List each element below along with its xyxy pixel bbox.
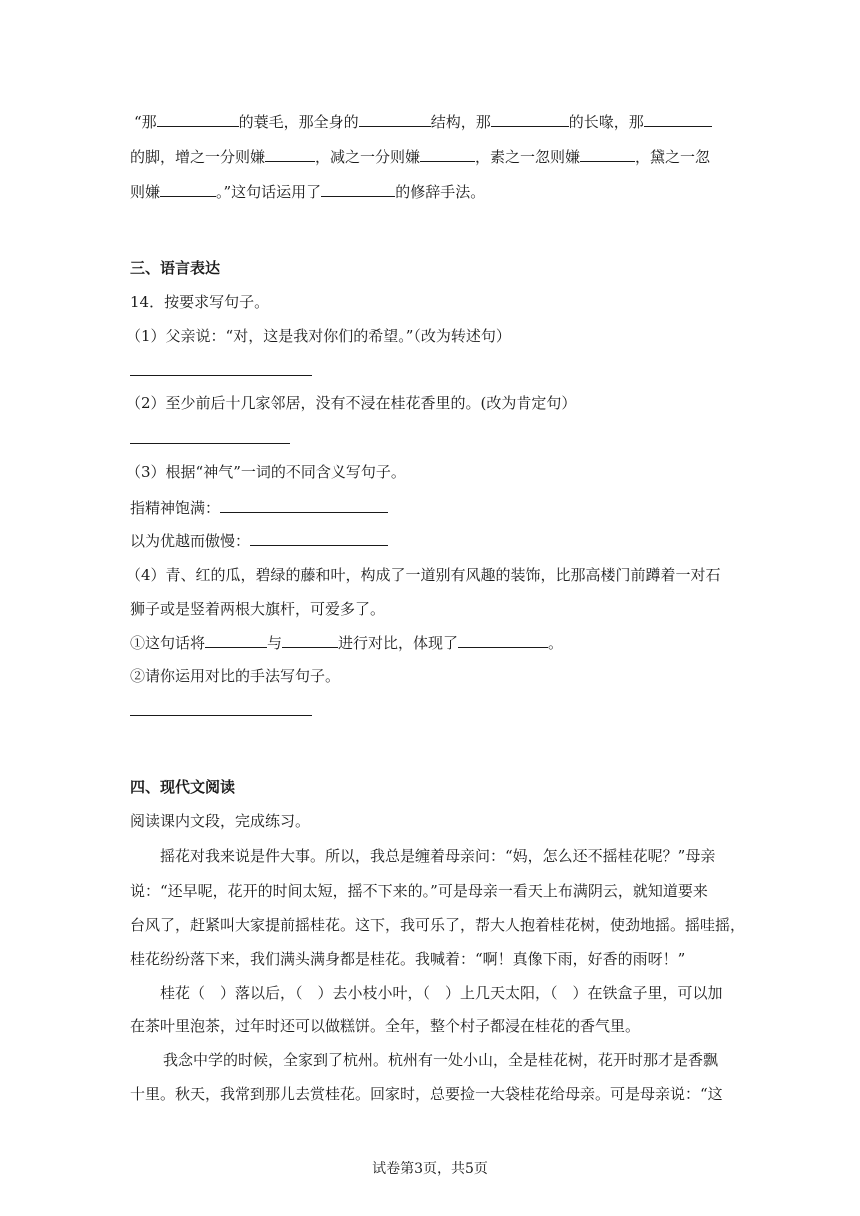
answer-blank[interactable] [157,111,239,127]
sub-question-3a [130,497,388,518]
poem-text: 则嫌 [130,183,161,201]
page-footer: 试卷第3页，共5页 [372,1161,488,1177]
answer-blank[interactable] [220,497,388,513]
passage-line: 我念中学的时候，全家到了杭州。杭州有一处小山，全是桂花树，花开时那才是香飘 [163,1051,719,1069]
answer-blank[interactable] [321,181,395,197]
poem-text: 的脚，增之一分则嫌 [130,148,266,166]
answer-blank[interactable] [580,146,635,162]
answer-blank[interactable] [205,632,267,648]
passage-line: 摇花对我来说是件大事。所以，我总是缠着母亲问：“妈，怎么还不摇桂花呢？”母亲 [160,847,716,865]
answer-blank[interactable] [644,111,712,127]
answer-blank[interactable] [491,111,569,127]
answer-line[interactable] [130,715,312,716]
answer-blank[interactable] [420,146,475,162]
poem-text: ，黛之一忽 [635,148,711,166]
poem-text: 的修辞手法。 [395,183,486,201]
poem-text: 的蓑毛，那全身的 [238,113,359,131]
passage-line: 十里。秋天，我常到那儿去赏桂花。回家时，总要捡一大袋桂花给母亲。可是母亲说：“这 [130,1085,723,1103]
question-14: 14．按要求写句子。 [130,293,270,311]
answer-blank[interactable] [265,146,315,162]
prompt-text: 。 [548,634,564,652]
poem-line-3 [130,181,485,202]
prompt-text: 进行对比，体现了 [338,634,459,652]
section-title: 三、语言表达 [130,259,221,277]
sub-question-4-part1 [130,632,563,653]
reading-instruction: 阅读课内文段，完成练习。 [130,812,311,830]
answer-blank[interactable] [458,632,548,648]
answer-blank[interactable] [250,530,388,546]
poem-text: “那 [134,113,157,131]
passage-line: 桂花纷纷落下来，我们满头满身都是桂花。我喊着：“啊！真像下雨，好香的雨呀！” [130,950,686,968]
passage-line: 说：“还早呢，花开的时间太短，摇不下来的。”可是母亲一看天上布满阴云，就知道要来 [130,882,708,900]
passage-line: 桂花（ ）落以后，（ ）去小枝小叶，（ ）上几天太阳，（ ）在铁盒子里，可以加 [160,984,723,1002]
answer-line[interactable] [130,375,312,376]
poem-text: 结构，那 [430,113,491,131]
sub-question-3: （3）根据“神气”一词的不同含义写句子。 [126,463,406,481]
sub-question-2: （2）至少前后十几家邻居，没有不浸在桂花香里的。(改为肯定句） [126,394,577,412]
passage-line: 台风了，赶紧叫大家提前摇桂花。这下，我可乐了，帮大人抱着桂花树，使劲地摇。摇哇摇， [130,916,746,934]
answer-blank[interactable] [282,632,338,648]
poem-line-2 [130,146,710,167]
poem-text: ，减之一分则嫌 [315,148,421,166]
answer-blank[interactable] [359,111,431,127]
sub-question-3b [130,530,388,551]
passage-line: 在茶叶里泡茶，过年时还可以做糕饼。全年，整个村子都浸在桂花的香气里。 [130,1017,641,1035]
section-title: 四、现代文阅读 [130,778,236,796]
poem-text: 的长喙，那 [568,113,644,131]
sub-question-4-line1: （4）青、红的瓜，碧绿的藤和叶，构成了一道别有风趣的装饰，比那高楼门前蹲着一对石 [126,566,721,584]
sub-question-4-line2: 狮子或是竖着两根大旗杆，可爱多了。 [130,600,386,618]
prompt-text: ①这句话将 [130,634,206,652]
poem-text: 。”这句话运用了 [216,183,322,201]
prompt-text: 指精神饱满： [130,499,221,517]
prompt-text: 以为优越而傲慢： [130,532,251,550]
poem-text: ，素之一忽则嫌 [475,148,581,166]
answer-line[interactable] [130,443,290,444]
prompt-text: 与 [267,634,283,652]
sub-question-4-part2: ②请你运用对比的手法写句子。 [130,667,341,685]
sub-question-1: （1）父亲说：“对，这是我对你们的希望。”（改为转述句） [126,327,511,345]
poem-line-1 [134,111,712,132]
answer-blank[interactable] [160,181,216,197]
